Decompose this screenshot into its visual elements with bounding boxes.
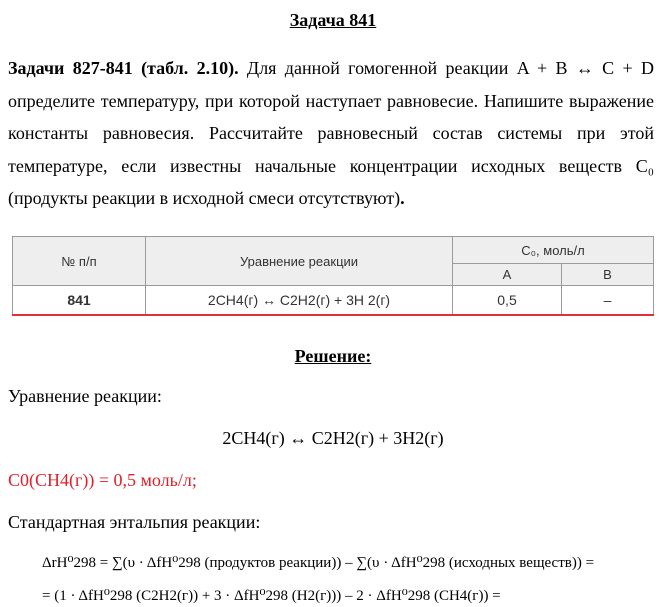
enthalpy-formula: ΔrH⁰298 = ∑(υ · ΔfH⁰298 (продуктов реакции)) – ∑(υ · ΔfH⁰298 (исходных веществ)) = <box>42 555 595 571</box>
problem-end: . <box>400 188 405 208</box>
initial-concentration: C0(CH4(г)) = 0,5 моль/л; <box>8 470 197 490</box>
solution-heading: Решение: <box>294 346 372 366</box>
header-a: A <box>453 264 562 286</box>
problem-statement <box>8 52 654 215</box>
header-num: № п/п <box>13 237 146 286</box>
problem-reference: Задачи 827-841 (табл. 2.10). <box>8 58 239 78</box>
row-a: 0,5 <box>453 286 562 315</box>
header-equation: Уравнение реакции <box>146 237 453 286</box>
enthalpy-label: Стандартная энтальпия реакции: <box>8 512 261 532</box>
equation-label: Уравнение реакции: <box>8 386 162 406</box>
problem-text: Для данной гомогенной реакции A + B ↔ C + D определите температуру, при которой наступает равновесие. Напишите выражение константы равновесия. Рассчитайте равновесный состав системы при этой температуре, если известны начальные концентрации исходных веществ С₀ (продукты реакции в исходной смеси отсутствуют) <box>8 58 654 208</box>
row-num: 841 <box>13 286 146 315</box>
reaction-equation: 2CH4(г) ↔ C2H2(г) + 3H2(г) <box>222 428 444 448</box>
enthalpy-formula-expanded: = (1 · ΔfH⁰298 (C2H2(г)) + 3 · ΔfH⁰298 (H2(г))) – 2 · ΔfH⁰298 (CH4(г)) = <box>42 588 501 604</box>
page-title: Задача 841 <box>289 10 377 30</box>
header-c0: C₀, моль/л <box>453 237 654 264</box>
row-b: – <box>562 286 654 315</box>
divider <box>12 314 654 316</box>
header-b: B <box>562 264 654 286</box>
reaction-table <box>12 236 654 315</box>
table-row <box>13 286 654 315</box>
row-equation: 2CH4(г) ↔ C2H2(г) + 3H 2(г) <box>146 286 453 315</box>
